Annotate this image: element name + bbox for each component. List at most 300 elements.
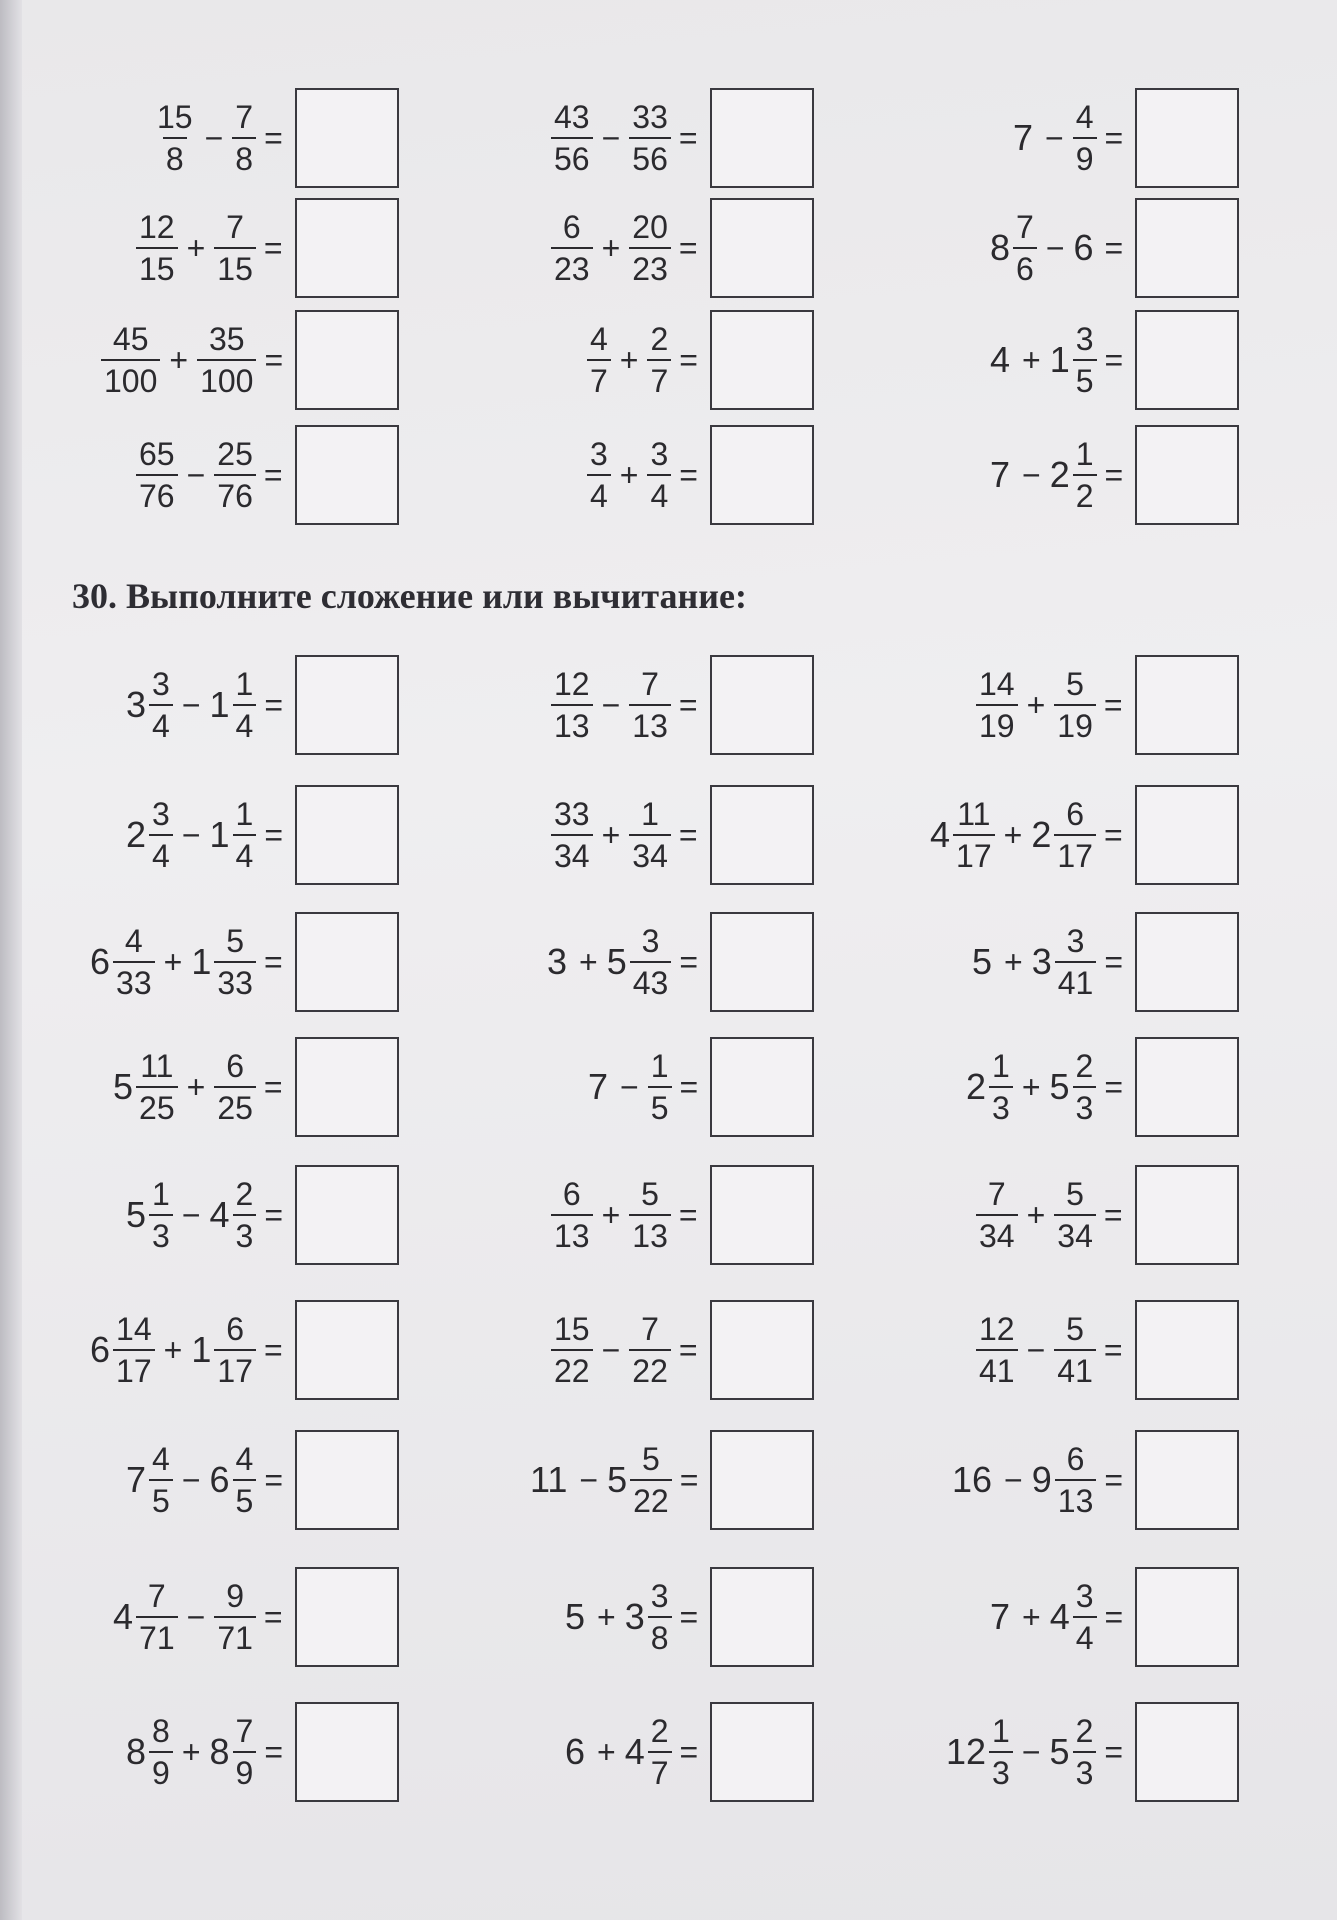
- answer-box[interactable]: [710, 912, 814, 1012]
- whole-number: [1074, 227, 1097, 269]
- denominator: 71: [136, 1616, 178, 1654]
- denominator: 34: [551, 834, 593, 872]
- denominator: 41: [1055, 961, 1097, 999]
- mixed-number: [126, 1443, 173, 1517]
- fraction: [629, 668, 671, 742]
- denominator: 13: [551, 1214, 593, 1252]
- numerator: 4: [124, 923, 143, 959]
- fraction-expression: [952, 1443, 1123, 1517]
- numerator: 7: [1016, 209, 1034, 245]
- fraction-stack: [113, 1313, 155, 1387]
- equals-sign: =: [1104, 341, 1124, 378]
- answer-box[interactable]: [1135, 655, 1239, 755]
- answer-box[interactable]: [710, 1702, 814, 1802]
- answer-box[interactable]: [295, 1567, 399, 1667]
- numerator: 7: [641, 1311, 659, 1347]
- answer-box[interactable]: [1135, 1300, 1239, 1400]
- fraction-expression: [547, 925, 698, 999]
- numerator: 12: [554, 666, 590, 702]
- fraction: [1054, 1313, 1096, 1387]
- numerator: 8: [152, 1713, 170, 1749]
- answer-box[interactable]: [710, 1430, 814, 1530]
- answer-box[interactable]: [295, 912, 399, 1012]
- denominator: 4: [149, 704, 173, 742]
- fraction: [232, 101, 256, 175]
- fraction-expression: [551, 101, 698, 175]
- fraction-stack: [233, 798, 257, 872]
- answer-box[interactable]: [1135, 1037, 1239, 1137]
- whole-part: 3: [624, 1596, 645, 1637]
- numerator: 3: [1066, 923, 1085, 959]
- fraction-stack: [647, 438, 671, 512]
- fraction: [629, 1178, 671, 1252]
- mixed-number: [191, 925, 256, 999]
- fraction-expression: [90, 1313, 283, 1387]
- fraction: [101, 323, 160, 397]
- whole-part: 6: [90, 1329, 111, 1370]
- fraction-stack: [149, 798, 173, 872]
- equals-sign: =: [263, 229, 283, 266]
- fraction: [154, 101, 196, 175]
- mixed-number: [191, 1313, 256, 1387]
- whole-part: 7: [1013, 117, 1034, 158]
- whole-part: 1: [209, 684, 230, 725]
- numerator: 2: [650, 321, 669, 357]
- answer-box[interactable]: [1135, 1702, 1239, 1802]
- denominator: 56: [629, 137, 671, 175]
- numerator: 5: [1066, 1176, 1084, 1212]
- whole-part: 12: [946, 1731, 987, 1772]
- fraction-stack: [630, 925, 672, 999]
- answer-box[interactable]: [710, 310, 814, 410]
- answer-box[interactable]: [295, 1300, 399, 1400]
- minus-sign: −: [181, 1461, 201, 1498]
- fraction-expression: [101, 323, 283, 397]
- fraction-stack: [233, 1443, 257, 1517]
- fraction-expression: [930, 798, 1123, 872]
- numerator: 3: [650, 1578, 669, 1614]
- denominator: 100: [197, 359, 256, 397]
- whole-part: 5: [972, 941, 993, 982]
- denominator: 4: [149, 834, 173, 872]
- fraction: [551, 1178, 593, 1252]
- fraction: [551, 1313, 593, 1387]
- numerator: 2: [235, 1176, 254, 1212]
- whole-part: 1: [1049, 339, 1070, 380]
- answer-box[interactable]: [710, 785, 814, 885]
- answer-box[interactable]: [295, 1165, 399, 1265]
- answer-box[interactable]: [295, 1702, 399, 1802]
- whole-part: 7: [990, 454, 1011, 495]
- fraction-stack: [136, 211, 178, 285]
- plus-sign: +: [1022, 341, 1041, 378]
- denominator: 5: [149, 1479, 173, 1517]
- denominator: 13: [1055, 1479, 1097, 1517]
- whole-part: 5: [1049, 1066, 1070, 1107]
- fraction: [1054, 668, 1096, 742]
- denominator: 3: [149, 1214, 173, 1252]
- fraction-stack: [629, 1178, 671, 1252]
- numerator: 15: [554, 1311, 590, 1347]
- answer-box[interactable]: [295, 785, 399, 885]
- denominator: 3: [989, 1086, 1013, 1124]
- fraction: [629, 798, 671, 872]
- fraction-expression: [113, 1050, 283, 1124]
- mixed-number: [210, 798, 257, 872]
- whole-number: [565, 1596, 588, 1638]
- denominator: 2: [1073, 474, 1097, 512]
- denominator: 17: [214, 1349, 256, 1387]
- equals-sign: =: [263, 943, 283, 980]
- fraction-expression: [113, 1580, 283, 1654]
- minus-sign: −: [181, 686, 201, 723]
- denominator: 13: [551, 704, 593, 742]
- fraction-stack: [1073, 101, 1097, 175]
- plus-sign: +: [1021, 1068, 1041, 1105]
- equals-sign: =: [679, 456, 698, 493]
- answer-box[interactable]: [710, 425, 814, 525]
- fraction-stack: [113, 925, 155, 999]
- whole-number: [530, 1459, 570, 1501]
- answer-box[interactable]: [1135, 785, 1239, 885]
- numerator: 3: [650, 436, 669, 472]
- whole-part: 2: [1031, 814, 1052, 855]
- equals-sign: =: [679, 943, 699, 980]
- denominator: 23: [551, 247, 593, 285]
- fraction-stack: [1073, 1050, 1097, 1124]
- fraction-expression: [966, 1050, 1123, 1124]
- minus-sign: −: [601, 119, 621, 156]
- whole-part: 7: [588, 1066, 609, 1107]
- answer-box[interactable]: [1135, 88, 1239, 188]
- fraction-stack: [149, 1715, 173, 1789]
- equals-sign: =: [263, 1331, 283, 1368]
- denominator: 7: [587, 359, 611, 397]
- equals-sign: =: [679, 1068, 699, 1105]
- answer-box[interactable]: [295, 198, 399, 298]
- fraction: [551, 211, 593, 285]
- fraction-stack: [976, 1178, 1018, 1252]
- answer-box[interactable]: [295, 310, 399, 410]
- plus-sign: +: [186, 229, 206, 266]
- fraction-stack: [214, 1313, 256, 1387]
- answer-box[interactable]: [710, 1567, 814, 1667]
- denominator: 3: [233, 1214, 257, 1252]
- denominator: 8: [163, 137, 187, 175]
- numerator: 6: [562, 1176, 581, 1212]
- minus-sign: −: [601, 686, 621, 723]
- mixed-number: [210, 1715, 257, 1789]
- numerator: 6: [226, 1311, 245, 1347]
- mixed-number: [210, 1178, 257, 1252]
- fraction-expression: [551, 1313, 698, 1387]
- minus-sign: −: [186, 456, 206, 493]
- fraction-stack: [197, 323, 256, 397]
- equals-sign: =: [1104, 1733, 1124, 1770]
- numerator: 3: [1075, 1578, 1094, 1614]
- whole-part: 6: [90, 941, 111, 982]
- mixed-number: [126, 1178, 173, 1252]
- plus-sign: +: [163, 943, 183, 980]
- fraction: [976, 1178, 1018, 1252]
- numerator: 33: [554, 796, 590, 832]
- fraction-expression: [990, 323, 1123, 397]
- denominator: 33: [113, 961, 155, 999]
- fraction-stack: [1054, 668, 1096, 742]
- answer-box[interactable]: [710, 88, 814, 188]
- whole-part: 1: [191, 1329, 212, 1370]
- whole-part: 4: [624, 1731, 645, 1772]
- fraction-stack: [233, 1178, 257, 1252]
- denominator: 5: [1073, 359, 1097, 397]
- answer-box[interactable]: [1135, 1430, 1239, 1530]
- numerator: 7: [235, 99, 254, 135]
- numerator: 35: [208, 321, 245, 357]
- denominator: 41: [976, 1349, 1018, 1387]
- numerator: 7: [987, 1176, 1006, 1212]
- equals-sign: =: [678, 119, 698, 156]
- numerator: 5: [1066, 1311, 1084, 1347]
- fraction-stack: [1073, 1715, 1097, 1789]
- plus-sign: +: [163, 1331, 183, 1368]
- answer-box[interactable]: [710, 198, 814, 298]
- equals-sign: =: [263, 1598, 283, 1635]
- equals-sign: =: [678, 1331, 698, 1368]
- plus-sign: +: [186, 1068, 206, 1105]
- equals-sign: =: [678, 1196, 698, 1233]
- fraction: [551, 668, 593, 742]
- denominator: 4: [647, 474, 671, 512]
- whole-part: 11: [530, 1459, 568, 1500]
- fraction-stack: [1055, 925, 1097, 999]
- denominator: 4: [1073, 1616, 1097, 1654]
- whole-part: 3: [1031, 941, 1052, 982]
- denominator: 4: [233, 834, 257, 872]
- whole-number: [588, 1066, 611, 1108]
- fraction-stack: [629, 1313, 671, 1387]
- whole-part: 4: [209, 1194, 230, 1235]
- numerator: 6: [1066, 796, 1085, 832]
- fraction: [976, 1313, 1018, 1387]
- mixed-number: [625, 1715, 672, 1789]
- fraction: [214, 211, 256, 285]
- fraction-stack: [1013, 211, 1037, 285]
- fraction-stack: [989, 1715, 1013, 1789]
- mixed-number: [126, 668, 173, 742]
- answer-box[interactable]: [1135, 1567, 1239, 1667]
- denominator: 3: [1073, 1751, 1097, 1789]
- denominator: 100: [101, 359, 160, 397]
- whole-part: 6: [565, 1731, 586, 1772]
- numerator: 5: [226, 923, 245, 959]
- plus-sign: +: [597, 1598, 616, 1635]
- fraction-expression: [126, 798, 283, 872]
- fraction: [214, 438, 256, 512]
- whole-part: 5: [607, 1459, 628, 1500]
- plus-sign: +: [1022, 1598, 1041, 1635]
- fraction-stack: [648, 1580, 672, 1654]
- fraction: [976, 668, 1018, 742]
- equals-sign: =: [1104, 1461, 1124, 1498]
- mixed-number: [1050, 323, 1097, 397]
- plus-sign: +: [619, 456, 639, 493]
- whole-part: 9: [1031, 1459, 1052, 1500]
- numerator: 5: [1066, 666, 1084, 702]
- numerator: 14: [979, 666, 1015, 702]
- fraction: [587, 323, 611, 397]
- denominator: 17: [113, 1349, 155, 1387]
- equals-sign: =: [1104, 456, 1124, 493]
- equals-sign: =: [263, 456, 283, 493]
- minus-sign: −: [1045, 119, 1064, 156]
- answer-box[interactable]: [710, 1300, 814, 1400]
- answer-box[interactable]: [1135, 912, 1239, 1012]
- fraction: [214, 1580, 256, 1654]
- denominator: 43: [630, 961, 672, 999]
- denominator: 8: [648, 1616, 672, 1654]
- denominator: 9: [1073, 137, 1097, 175]
- fraction-expression: [136, 211, 283, 285]
- fraction-stack: [214, 1050, 256, 1124]
- minus-sign: −: [1045, 229, 1065, 266]
- denominator: 23: [629, 247, 671, 285]
- whole-part: 4: [113, 1596, 134, 1637]
- numerator: 4: [590, 321, 608, 357]
- fraction-stack: [1073, 323, 1097, 397]
- denominator: 13: [629, 1214, 671, 1252]
- minus-sign: −: [1026, 1331, 1046, 1368]
- answer-box[interactable]: [1135, 198, 1239, 298]
- equals-sign: =: [1104, 943, 1124, 980]
- denominator: 19: [976, 704, 1018, 742]
- whole-number: [547, 941, 570, 983]
- whole-part: 2: [966, 1066, 987, 1107]
- answer-box[interactable]: [710, 1037, 814, 1137]
- fraction-stack: [214, 211, 256, 285]
- fraction-expression: [976, 1178, 1123, 1252]
- answer-box[interactable]: [710, 655, 814, 755]
- answer-box[interactable]: [295, 1037, 399, 1137]
- fraction-stack: [551, 1313, 593, 1387]
- fraction-stack: [214, 1580, 256, 1654]
- numerator: 1: [650, 1048, 669, 1084]
- plus-sign: +: [1026, 1196, 1046, 1233]
- answer-box[interactable]: [1135, 425, 1239, 525]
- whole-part: 7: [990, 1596, 1011, 1637]
- numerator: 12: [139, 209, 175, 245]
- fraction-stack: [629, 211, 671, 285]
- numerator: 3: [590, 436, 608, 472]
- numerator: 4: [1075, 99, 1094, 135]
- plus-sign: +: [1003, 816, 1023, 853]
- fraction-stack: [214, 925, 256, 999]
- fraction-stack: [551, 668, 593, 742]
- answer-box[interactable]: [295, 88, 399, 188]
- fraction-expression: [976, 1313, 1123, 1387]
- whole-part: 5: [606, 941, 627, 982]
- mixed-number: [113, 1050, 178, 1124]
- mixed-number: [1032, 1443, 1097, 1517]
- numerator: 1: [235, 796, 254, 832]
- fraction-stack: [136, 1050, 178, 1124]
- denominator: 8: [232, 137, 256, 175]
- numerator: 1: [152, 1176, 170, 1212]
- fraction-stack: [136, 438, 178, 512]
- fraction-expression: [587, 438, 698, 512]
- fraction: [136, 211, 178, 285]
- whole-part: 5: [1049, 1731, 1070, 1772]
- fraction: [629, 101, 671, 175]
- fraction-stack: [976, 668, 1018, 742]
- whole-part: 3: [547, 941, 568, 982]
- denominator: 41: [1054, 1349, 1096, 1387]
- fraction-expression: [126, 1443, 283, 1517]
- equals-sign: =: [264, 816, 284, 853]
- denominator: 9: [149, 1751, 173, 1789]
- whole-part: 6: [1073, 227, 1094, 268]
- numerator: 65: [139, 436, 175, 472]
- fraction-expression: [126, 1715, 283, 1789]
- numerator: 15: [157, 99, 193, 135]
- denominator: 3: [989, 1751, 1013, 1789]
- fraction-stack: [154, 101, 196, 175]
- denominator: 4: [587, 474, 611, 512]
- fraction-expression: [588, 1050, 698, 1124]
- denominator: 34: [629, 834, 671, 872]
- whole-part: 1: [209, 814, 230, 855]
- fraction-expression: [551, 668, 698, 742]
- denominator: 3: [1073, 1086, 1097, 1124]
- fraction-stack: [648, 1715, 672, 1789]
- numerator: 11: [957, 796, 991, 832]
- whole-part: 16: [952, 1459, 993, 1500]
- whole-number: [990, 454, 1013, 496]
- fraction-expression: [136, 438, 283, 512]
- equals-sign: =: [1104, 1598, 1124, 1635]
- fraction-stack: [1054, 1178, 1096, 1252]
- equals-sign: =: [679, 1598, 699, 1635]
- whole-number: [565, 1731, 588, 1773]
- denominator: 13: [629, 704, 671, 742]
- fraction: [629, 211, 671, 285]
- numerator: 3: [1075, 321, 1094, 357]
- numerator: 20: [632, 209, 668, 245]
- plus-sign: +: [1004, 943, 1023, 980]
- whole-number: [1013, 117, 1036, 159]
- whole-number: [990, 1596, 1013, 1638]
- denominator: 76: [214, 474, 256, 512]
- answer-box[interactable]: [295, 655, 399, 755]
- equals-sign: =: [263, 1068, 283, 1105]
- answer-box[interactable]: [1135, 310, 1239, 410]
- answer-box[interactable]: [1135, 1165, 1239, 1265]
- fraction-stack: [989, 1050, 1013, 1124]
- fraction-expression: [990, 1580, 1123, 1654]
- numerator: 11: [140, 1048, 174, 1084]
- answer-box[interactable]: [295, 425, 399, 525]
- fraction-expression: [551, 211, 698, 285]
- plus-sign: +: [601, 816, 621, 853]
- mixed-number: [1031, 798, 1096, 872]
- denominator: 6: [1013, 247, 1037, 285]
- fraction-stack: [953, 798, 995, 872]
- numerator: 9: [226, 1578, 244, 1614]
- answer-box[interactable]: [710, 1165, 814, 1265]
- equals-sign: =: [264, 686, 284, 723]
- answer-box[interactable]: [295, 1430, 399, 1530]
- mixed-number: [210, 1443, 257, 1517]
- equals-sign: =: [1104, 229, 1124, 266]
